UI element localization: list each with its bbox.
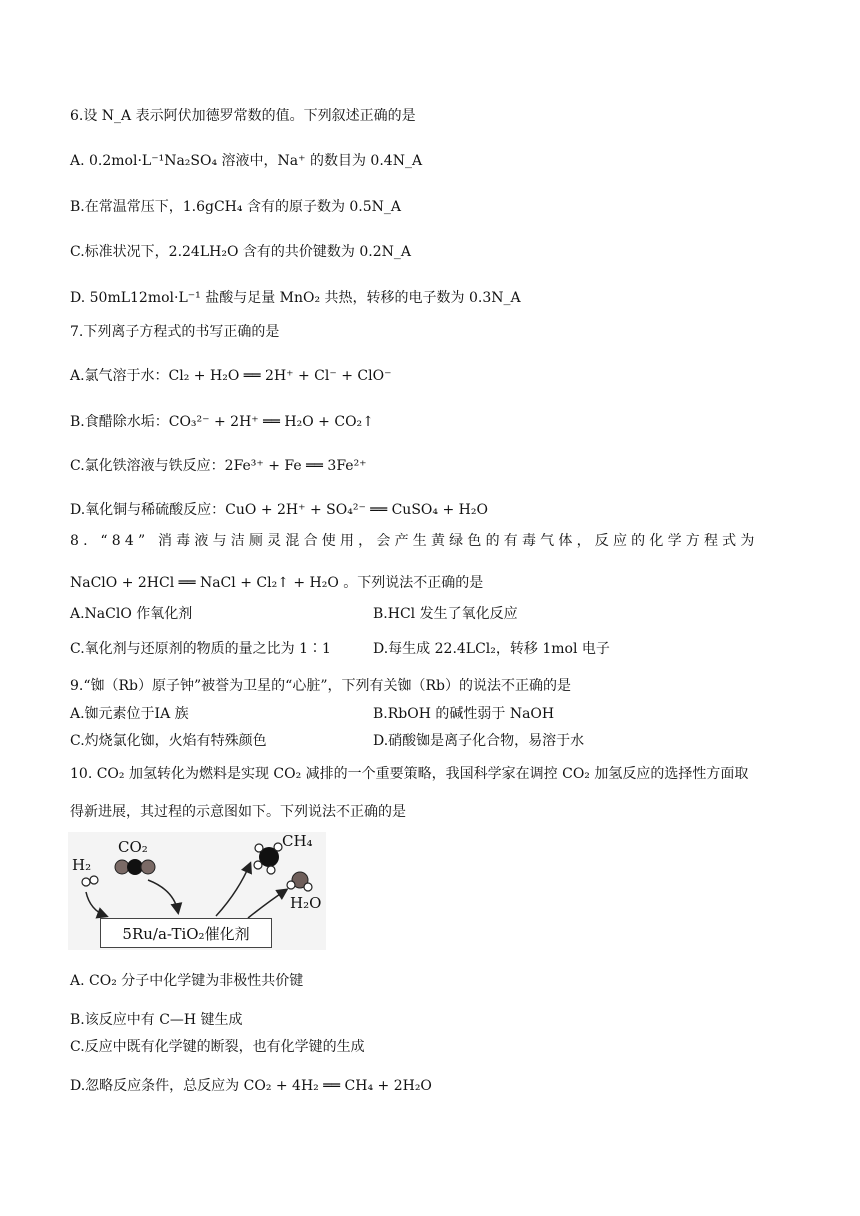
q7-option-b: B.食醋除水垢：CO₃²⁻ + 2H⁺ ══ H₂O + CO₂↑ (70, 414, 374, 430)
q7-option-d: D.氧化铜与稀硫酸反应：CuO + 2H⁺ + SO₄²⁻ ══ CuSO₄ + H₂O (70, 502, 488, 518)
ch4-label: CH₄ (282, 832, 313, 850)
q8-stem-line2: NaClO + 2HCl ══ NaCl + Cl₂↑ + H₂O 。下列说法不正确的是 (70, 575, 484, 591)
reaction-diagram (68, 832, 326, 950)
h2o-label: H₂O (290, 894, 322, 912)
q8-option-d: D.每生成 22.4LCl₂，转移 1mol 电子 (373, 641, 610, 657)
q7-stem: 7.下列离子方程式的书写正确的是 (70, 324, 280, 340)
q6-option-a: A. 0.2mol·L⁻¹Na₂SO₄ 溶液中，Na⁺ 的数目为 0.4N_A (70, 153, 423, 169)
catalyst-box: 5Ru/a-TiO₂催化剂 (100, 918, 272, 948)
q9-option-c: C.灼烧氯化铷，火焰有特殊颜色 (70, 733, 267, 749)
q10-option-c: C.反应中既有化学键的断裂，也有化学键的生成 (70, 1039, 365, 1055)
q9-option-b: B.RbOH 的碱性弱于 NaOH (373, 706, 555, 722)
q8-option-a: A.NaClO 作氧化剂 (70, 606, 193, 622)
q6-option-d: D. 50mL12mol·L⁻¹ 盐酸与足量 MnO₂ 共热，转移的电子数为 0.3N_A (70, 290, 521, 306)
q7-option-c: C.氯化铁溶液与铁反应：2Fe³⁺ + Fe ══ 3Fe²⁺ (70, 458, 367, 474)
q9-stem: 9.“铷（Rb）原子钟”被誉为卫星的“心脏”，下列有关铷（Rb）的说法不正确的是 (70, 678, 571, 694)
q10-stem-line2: 得新进展，其过程的示意图如下。下列说法不正确的是 (70, 804, 406, 820)
q8-option-b: B.HCl 发生了氧化反应 (373, 606, 518, 622)
q7-option-a: A.氯气溶于水：Cl₂ + H₂O ══ 2H⁺ + Cl⁻ + ClO⁻ (70, 368, 392, 384)
h2-label: H₂ (72, 856, 92, 874)
q8-stem-line1: 8. “84” 消毒液与洁厕灵混合使用，会产生黄绿色的有毒气体，反应的化学方程式为 (70, 533, 759, 549)
q9-option-a: A.铷元素位于ⅠA 族 (70, 706, 189, 722)
q8-option-c: C.氧化剂与还原剂的物质的量之比为 1∶1 (70, 641, 331, 657)
q6-option-c: C.标准状况下，2.24LH₂O 含有的共价键数为 0.2N_A (70, 244, 411, 260)
q10-stem-line1: 10. CO₂ 加氢转化为燃料是实现 CO₂ 减排的一个重要策略，我国科学家在调控 CO₂ 加氢反应的选择性方面取 (70, 766, 749, 782)
q9-option-d: D.硝酸铷是离子化合物，易溶于水 (373, 733, 585, 749)
q10-option-b: B.该反应中有 C—H 键生成 (70, 1012, 243, 1028)
q6-stem: 6.设 N_A 表示阿伏加德罗常数的值。下列叙述正确的是 (70, 108, 416, 124)
q10-option-d: D.忽略反应条件，总反应为 CO₂ + 4H₂ ══ CH₄ + 2H₂O (70, 1078, 432, 1094)
co2-label: CO₂ (118, 838, 148, 856)
q6-option-b: B.在常温常压下，1.6gCH₄ 含有的原子数为 0.5N_A (70, 199, 402, 215)
q10-option-a: A. CO₂ 分子中化学键为非极性共价键 (70, 973, 304, 989)
